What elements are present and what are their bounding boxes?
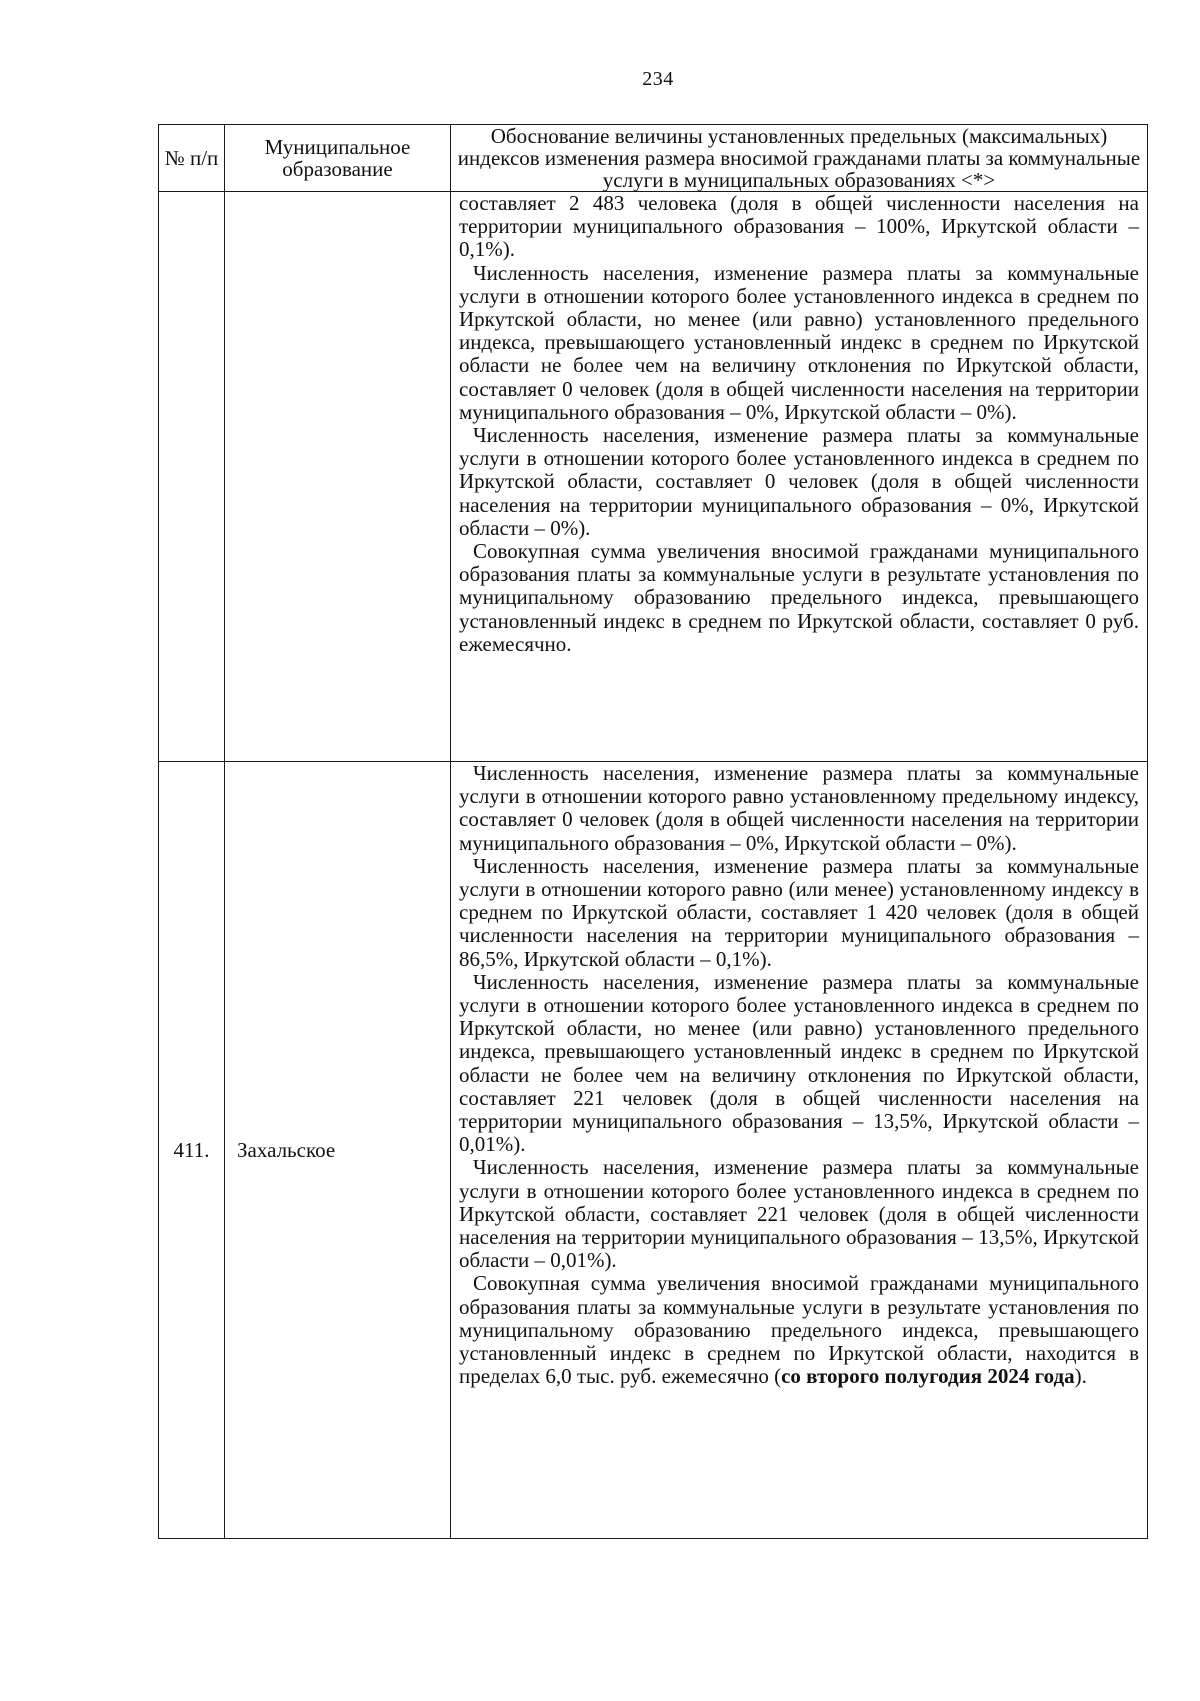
table-row <box>159 762 1148 1539</box>
paragraph: Численность населения, изменение размера платы за коммунальные услуги в отношении которого более установленного индекса в среднем по Иркутской области, но менее (или равно) установленного предельного индекса, превышающего установленный индекс в среднем по Иркутской области не более чем на величину отклонения по Иркутской области, составляет 221 человек (доля в общей численности населения на территории муниципального образования – 13,5%, Иркутской области – 0,01%). <box>459 969 1139 1157</box>
paragraph: составляет 2 483 человека (доля в общей численности населения на территории муниципального образования – 100%, Иркутской области – 0,1%). <box>459 191 1139 262</box>
paragraph: Численность населения, изменение размера платы за коммунальные услуги в отношении которого более установленного индекса в среднем по Иркутской области, но менее (или равно) установленного предельного индекса, превышающего установленный индекс в среднем по Иркутской области не более чем на величину отклонения по Иркутской области, составляет 0 человек (доля в общей численности населения на территории муниципального образования – 0%, Иркутской области – 0%). <box>459 260 1139 424</box>
total-end: ). <box>1074 1364 1087 1389</box>
row-number <box>159 192 225 762</box>
paragraph: Совокупная сумма увеличения вносимой гражданами муниципального образования платы за коммунальные услуги в результате установления по муниципальному образованию предельного индекса, превышающего установленный индекс в среднем по Иркутской области, составляет 0 руб. ежемесячно. <box>459 539 1139 656</box>
table-header-row <box>159 125 1148 192</box>
table-row <box>159 192 1148 762</box>
header-municipality: Муниципальное образование <box>225 125 451 192</box>
paragraph-total <box>459 1272 1139 1388</box>
page-number: 234 <box>642 68 674 90</box>
row-justification <box>451 762 1148 1539</box>
paragraph: Численность населения, изменение размера платы за коммунальные услуги в отношении которого равно (или менее) установленному индексу в среднем по Иркутской области, составляет 1 420 человек (доля в общей численности населения на территории муниципального образования – 86,5%, Иркутской области – 0,1%). <box>459 853 1139 971</box>
total-text: Совокупная сумма увеличения вносимой гражданами муниципального образования платы за коммунальные услуги в результате установления по муниципальному образованию предельного индекса, превышающего установленный индекс в среднем по Иркутской области, находится в пределах 6,0 тыс. руб. ежемесячно ( <box>459 1271 1139 1389</box>
row-justification <box>451 192 1148 762</box>
header-number: № п/п <box>159 125 225 192</box>
row-municipality <box>225 192 451 762</box>
row-municipality: Захальское <box>225 762 451 1539</box>
municipal-index-table <box>158 124 1148 1539</box>
row-number: 411. <box>159 762 225 1539</box>
total-period-bold: со второго полугодия 2024 года <box>781 1364 1075 1389</box>
paragraph: Численность населения, изменение размера платы за коммунальные услуги в отношении которого более установленного индекса в среднем по Иркутской области, составляет 0 человек (доля в общей численности населения на территории муниципального образования – 0%, Иркутской области – 0%). <box>459 423 1139 540</box>
paragraph: Численность населения, изменение размера платы за коммунальные услуги в отношении которого равно установленному предельному индексу, составляет 0 человек (доля в общей численности населения на территории муниципального образования – 0%, Иркутской области – 0%). <box>459 761 1139 855</box>
paragraph: Численность населения, изменение размера платы за коммунальные услуги в отношении которого более установленного индекса в среднем по Иркутской области, составляет 221 человек (доля в общей численности населения на территории муниципального образования – 13,5%, Иркутской области – 0,01%). <box>459 1155 1139 1273</box>
header-justification: Обоснование величины установленных предельных (максимальных) индексов изменения размера вносимой гражданами платы за коммунальные услуги в муниципальных образованиях <*> <box>451 125 1148 192</box>
